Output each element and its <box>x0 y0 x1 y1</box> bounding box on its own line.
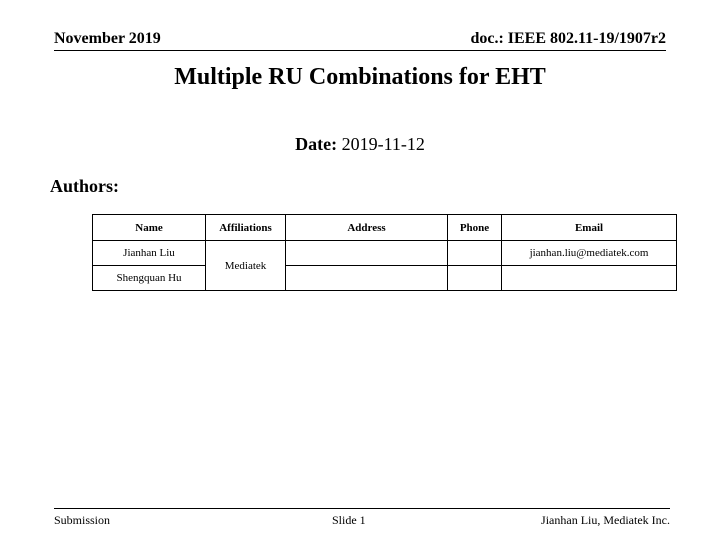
cell-phone <box>448 241 502 266</box>
cell-phone <box>448 266 502 291</box>
authors-table <box>92 214 677 291</box>
header-date: November 2019 <box>54 30 161 47</box>
slide-header <box>54 28 666 51</box>
cell-email: jianhan.liu@mediatek.com <box>502 241 677 266</box>
footer-submission: Submission <box>54 513 111 527</box>
cell-name: Shengquan Hu <box>93 266 206 291</box>
date-line <box>0 134 720 155</box>
cell-address <box>286 266 448 291</box>
table-row <box>93 241 677 266</box>
cell-name: Jianhan Liu <box>93 241 206 266</box>
date-label: Date: <box>295 134 338 154</box>
header-doc-number: doc.: IEEE 802.11-19/1907r2 <box>470 30 666 47</box>
cell-affiliation: Mediatek <box>206 241 286 291</box>
cell-address <box>286 241 448 266</box>
authors-heading: Authors: <box>50 176 120 196</box>
footer-author: Jianhan Liu, Mediatek Inc. <box>541 513 670 527</box>
table-row <box>93 266 677 291</box>
table-header-row <box>93 215 677 241</box>
header-name: Name <box>93 215 206 241</box>
slide-footer <box>54 508 670 527</box>
footer-slide-number: Slide 1 <box>332 513 366 527</box>
header-address: Address <box>286 215 448 241</box>
slide-title: Multiple RU Combinations for EHT <box>174 64 546 90</box>
cell-email <box>502 266 677 291</box>
header-affiliations: Affiliations <box>206 215 286 241</box>
date-value: 2019-11-12 <box>341 134 425 154</box>
header-email: Email <box>502 215 677 241</box>
header-phone: Phone <box>448 215 502 241</box>
